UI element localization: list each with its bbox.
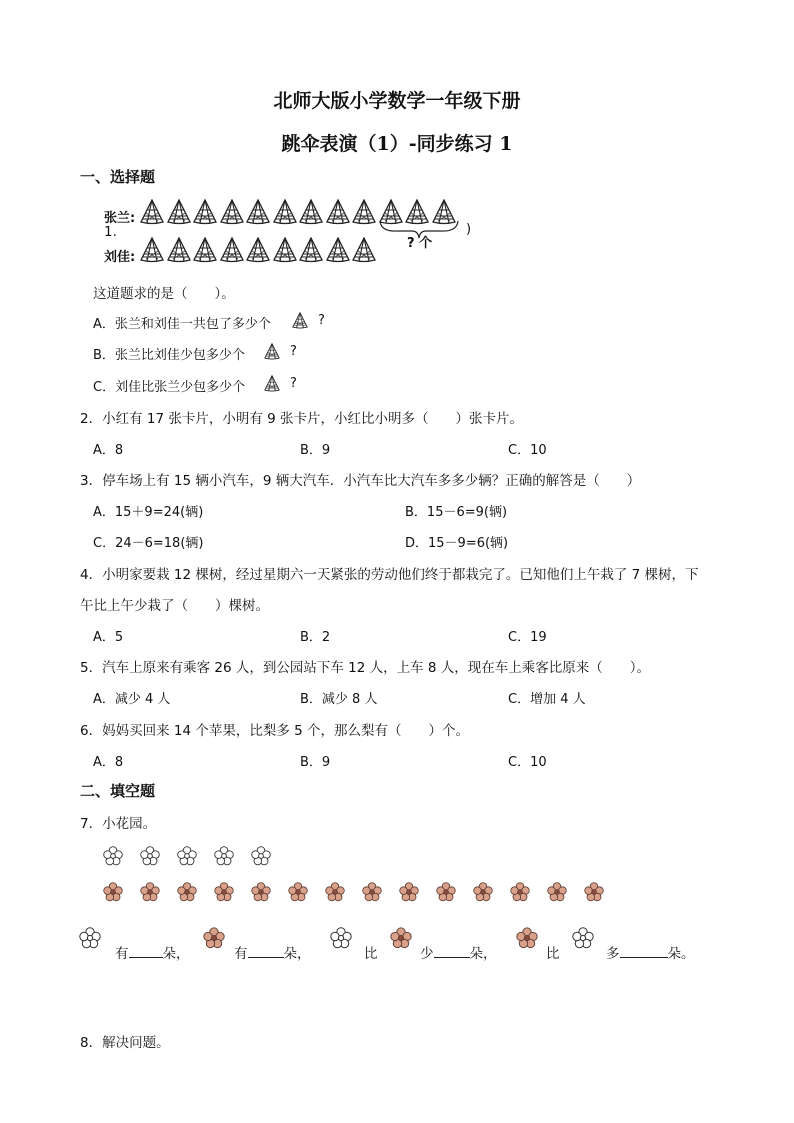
pink-flower-icon [203,927,225,949]
pink-flower-icon [325,882,345,902]
question-mark: ? [318,313,325,328]
zongzi-icon [246,237,270,263]
pink-flower-icon [473,882,493,902]
question-3-stem: 3．停车场上有 15 辆小汽车，9 辆大汽车．小汽车比大汽车多多少辆？正确的解答是（ ） [80,473,641,489]
zongzi-icon [326,237,350,263]
pink-flower-icon [214,882,234,902]
option-c: C．刘佳比张兰少包多少个 [93,380,246,395]
zongzi-icon [264,375,280,392]
q3-option-a: A．15＋9=24(辆) [93,505,204,520]
pink-flower-icon [584,882,604,902]
zongzi-icon [246,199,270,225]
white-flower-icon [140,846,160,866]
page-title: 北师大版小学数学一年级下册 [273,90,521,112]
question-7-stem: 7．小花园。 [80,816,157,832]
fill-text: 有 朵， [234,942,311,962]
pink-flower-icon [103,882,123,902]
zongzi-icon [220,199,244,225]
zongzi-icon [193,199,217,225]
zongzi-icon [292,312,308,329]
zongzi-icon [193,237,217,263]
pink-flower-icon [390,927,412,949]
question-2-stem: 2．小红有 17 张卡片，小明有 9 张卡片，小红比小明多（ ）张卡片。 [80,411,524,427]
pink-flower-icon [510,882,530,902]
section-heading-fill: 二、填空题 [80,782,156,800]
fill-text: 少 朵， [420,942,497,962]
q6-option-b: B．9 [300,755,331,770]
q5-option-b: B．减少 8 人 [300,692,378,707]
zongzi-icon [299,199,323,225]
answer-blank[interactable] [248,943,284,958]
page-subtitle: 跳伞表演（1）-同步练习 1 [281,133,513,155]
answer-blank[interactable] [620,943,668,958]
question-mark: ? [290,376,297,391]
question-8-stem: 8．解决问题。 [80,1035,170,1051]
q2-option-c: C．10 [508,443,547,458]
answer-blank[interactable] [434,943,470,958]
q3-option-c: C．24－6=18(辆) [93,536,204,551]
question-6-stem: 6．妈妈买回来 14 个苹果，比梨多 5 个，那么梨有（ ）个。 [80,723,470,739]
white-flower-icon [251,846,271,866]
question-4-stem-line2: 午比上午少栽了（ ）棵树。 [80,598,269,614]
answer-blank[interactable] [129,943,163,958]
pink-flower-icon [251,882,271,902]
fill-text: 比 [364,946,378,962]
question-number: 1. [104,224,117,240]
white-flower-icon [103,846,123,866]
q3-option-d: D．15－9=6(辆) [405,536,509,551]
zongzi-icon [273,199,297,225]
q6-option-a: A．8 [93,755,124,770]
question-mark: ? [290,344,297,359]
zongzi-icon [273,237,297,263]
pink-flower-icon [436,882,456,902]
zongzi-icon [167,199,191,225]
bracket-tail: ) [466,222,472,237]
white-flower-icon [572,927,594,949]
pink-flower-icon [362,882,382,902]
zongzi-icon [352,237,376,263]
white-flower-icon [79,927,101,949]
q2-option-a: A．8 [93,443,124,458]
zongzi-icon [299,237,323,263]
q3-option-b: B．15－6=9(辆) [405,505,508,520]
zongzi-icon [264,343,280,360]
question-5-stem: 5．汽车上原来有乘客 26 人，到公园站下车 12 人，上车 8 人，现在车上乘客比原来（ ）。 [80,660,651,676]
q5-option-a: A．减少 4 人 [93,692,171,707]
q5-option-c: C．增加 4 人 [508,692,586,707]
q4-option-a: A．5 [93,630,124,645]
zongzi-icon [352,199,376,225]
question-stem: 这道题求的是（ ）。 [93,286,235,302]
white-flower-icon [330,927,352,949]
zongzi-icon [167,237,191,263]
q6-option-c: C．10 [508,755,547,770]
q4-option-b: B．2 [300,630,331,645]
pink-flower-icon [140,882,160,902]
zongzi-icon [140,199,164,225]
zongzi-icon [220,237,244,263]
fill-text: 有 朵， [115,942,190,962]
white-flower-icon [177,846,197,866]
white-flower-icon [214,846,234,866]
zongzi-icon [326,199,350,225]
fill-text: 比 [546,946,560,962]
zongzi-icon [140,237,164,263]
option-b: B．张兰比刘佳少包多少个 [93,348,245,363]
fill-text: 多 朵。 [606,942,695,962]
pink-flower-icon [399,882,419,902]
q2-option-b: B．9 [300,443,331,458]
row-label-zhanglan: 张兰: [104,211,136,226]
option-a: A．张兰和刘佳一共包了多少个 [93,317,271,332]
pink-flower-icon [288,882,308,902]
q4-option-c: C．19 [508,630,547,645]
brace-label: ? 个 [407,236,433,251]
pink-flower-icon [177,882,197,902]
question-4-stem-line1: 4．小明家要栽 12 棵树，经过星期六一天紧张的劳动他们终于都栽完了。已知他们上午栽了 7 棵树，下 [80,567,699,583]
section-heading-choice: 一、选择题 [80,168,156,186]
row-label-liujia: 刘佳: [104,250,136,265]
pink-flower-icon [547,882,567,902]
pink-flower-icon [516,927,538,949]
